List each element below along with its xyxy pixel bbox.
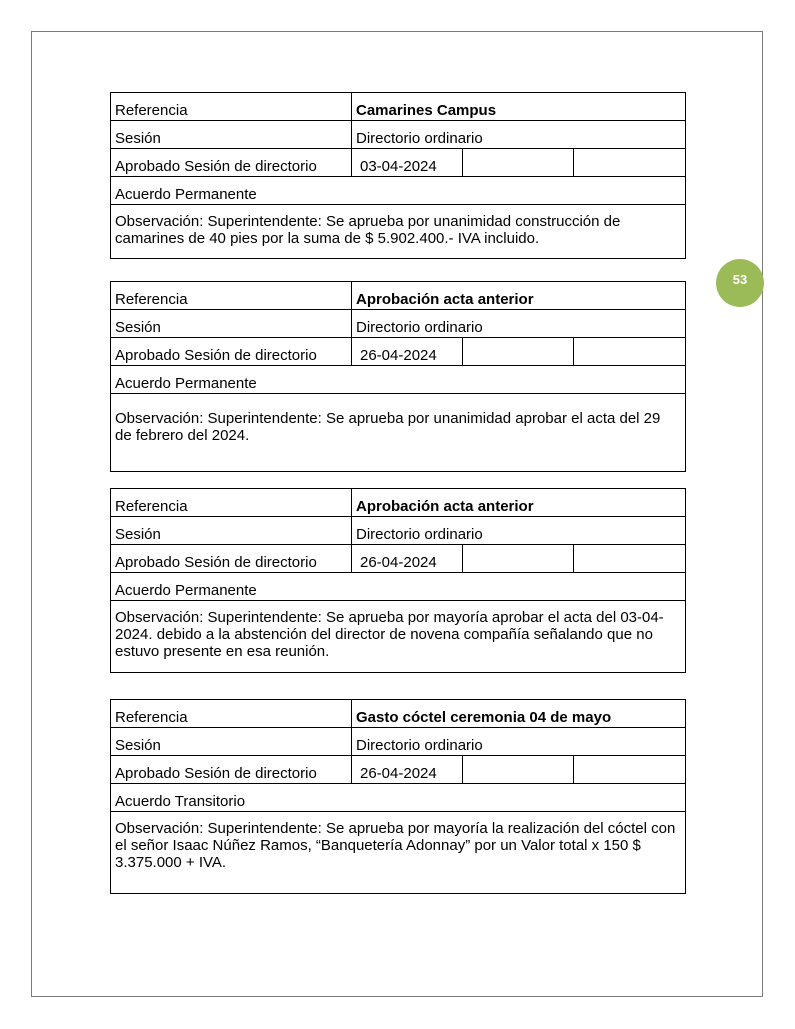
empty-cell	[463, 756, 574, 784]
sesion-value: Directorio ordinario	[352, 517, 686, 545]
empty-cell	[463, 338, 574, 366]
record-table-2	[110, 281, 686, 472]
referencia-label: Referencia	[111, 489, 352, 517]
aprobado-label: Aprobado Sesión de directorio	[111, 149, 352, 177]
empty-cell	[463, 149, 574, 177]
referencia-label: Referencia	[111, 93, 352, 121]
sesion-label: Sesión	[111, 310, 352, 338]
referencia-value: Aprobación acta anterior	[352, 489, 686, 517]
referencia-label: Referencia	[111, 700, 352, 728]
observacion-text: Observación: Superintendente: Se aprueba por mayoría la realización del cóctel con el señor Isaac Núñez Ramos, “Banquetería Adonnay” por un Valor total x 150 $ 3.375.000 + IVA.	[111, 812, 686, 894]
sesion-label: Sesión	[111, 121, 352, 149]
aprobado-date: 03-04-2024	[352, 149, 463, 177]
sesion-label: Sesión	[111, 517, 352, 545]
acuerdo-type: Acuerdo Permanente	[111, 366, 686, 394]
empty-cell	[574, 545, 686, 573]
aprobado-date: 26-04-2024	[352, 338, 463, 366]
sesion-value: Directorio ordinario	[352, 728, 686, 756]
record-table-4	[110, 699, 686, 894]
aprobado-date: 26-04-2024	[352, 545, 463, 573]
sesion-value: Directorio ordinario	[352, 310, 686, 338]
referencia-label: Referencia	[111, 282, 352, 310]
empty-cell	[574, 756, 686, 784]
observacion-text: Observación: Superintendente: Se aprueba por unanimidad construcción de camarines de 40 pies por la suma de $ 5.902.400.- IVA incluido.	[111, 205, 686, 259]
referencia-value: Gasto cóctel ceremonia 04 de mayo	[352, 700, 686, 728]
acuerdo-type: Acuerdo Transitorio	[111, 784, 686, 812]
empty-cell	[574, 149, 686, 177]
empty-cell	[463, 545, 574, 573]
acuerdo-type: Acuerdo Permanente	[111, 573, 686, 601]
page-number-badge: 53	[716, 259, 764, 307]
empty-cell	[574, 338, 686, 366]
observacion-text: Observación: Superintendente: Se aprueba por mayoría aprobar el acta del 03-04-2024. debido a la abstención del director de novena compañía señalando que no estuvo presente en esa reunión.	[111, 601, 686, 673]
acuerdo-type: Acuerdo Permanente	[111, 177, 686, 205]
sesion-value: Directorio ordinario	[352, 121, 686, 149]
observacion-text: Observación: Superintendente: Se aprueba por unanimidad aprobar el acta del 29 de febrero del 2024.	[111, 394, 686, 472]
aprobado-date: 26-04-2024	[352, 756, 463, 784]
sesion-label: Sesión	[111, 728, 352, 756]
referencia-value: Aprobación acta anterior	[352, 282, 686, 310]
record-table-1	[110, 92, 686, 259]
referencia-value: Camarines Campus	[352, 93, 686, 121]
aprobado-label: Aprobado Sesión de directorio	[111, 545, 352, 573]
record-table-3	[110, 488, 686, 673]
aprobado-label: Aprobado Sesión de directorio	[111, 756, 352, 784]
aprobado-label: Aprobado Sesión de directorio	[111, 338, 352, 366]
